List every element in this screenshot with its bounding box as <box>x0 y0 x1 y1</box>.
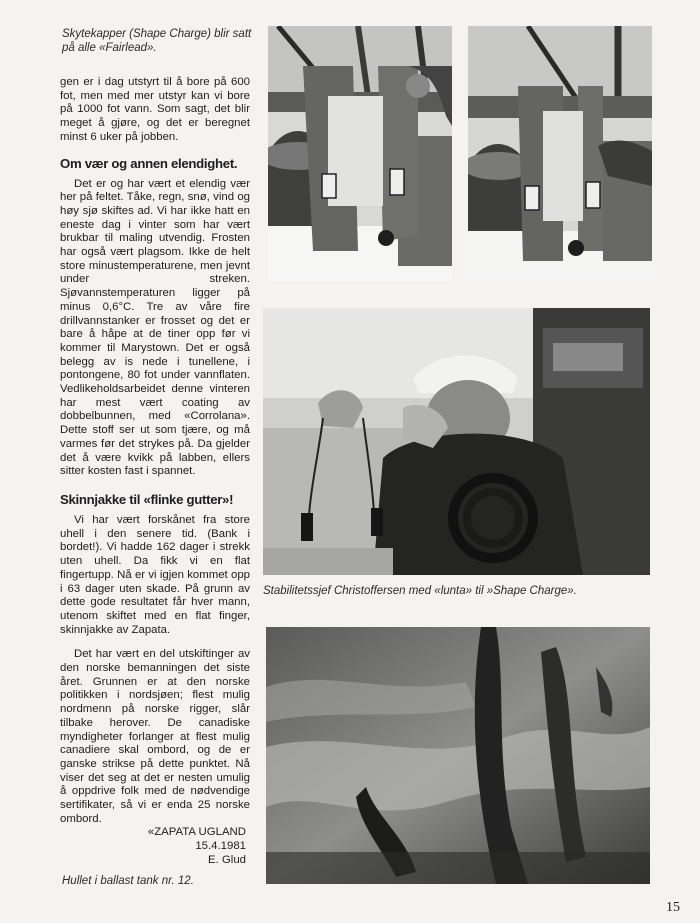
fairlead-photo-left <box>268 26 452 281</box>
photo-caption-bottom: Hullet i ballast tank nr. 12. <box>62 875 194 887</box>
page-number: 15 <box>666 900 680 915</box>
section-heading-weather: Om vær og annen elendighet. <box>60 155 238 171</box>
article-column <box>60 76 250 868</box>
article-paragraph-4: Det har vært en del utskiftinger av den norske bemanningen det siste året. Grunnen er at den norske politikken i nordsjøen; flest mulig nordmenn på norske rigger, slår tilbake herover. De canadiske myndigheter forlanger at flest mulig canadiere skal ombord, og de er ganske strikse på dette punktet. Nå viser det seg at det er nesten umulig å oppdrive folk med de nødvendige sertifikater, så vi er enda 25 norske ombord. <box>60 648 250 825</box>
article-paragraph-2: Det er og har vært et elendig vær her på feltet. Tåke, regn, snø, vind og høy sjø skiftes ad. Vi har ikke hatt en eneste dag i vinter som har vært brukbar til maling utvendig. Frosten har også vært plagsom. Ikke de helt store minustemperaturene, men jevnt under streken. Sjøvannstemperaturen ligger på minus 0,6°C. Tre av våre fire drillvannstanker er frosset og det er bare å håpe at de tiner opp før vi kommer til Marystown. Det er også belegg av is nede i tunellene, i pontongene, 80 fot under vannflaten. Vedlikeholdsarbeidet denne vinteren har mest vært coating av dobbelbunnen, med «Corrolana». Dette stoff ser ut som tjære, og må varmes før det strykes på. Da gjelder det å være kvikk på labben, ellers sitter kosten fast i spannet. <box>60 177 250 478</box>
signature-author: E. Glud <box>208 853 246 866</box>
photo-caption-middle: Stabilitetssjef Christoffersen med «lunta» til »Shape Charge». <box>263 585 577 597</box>
ballast-tank-photo <box>266 627 650 884</box>
section-heading-leather-jacket: Skinnjakke til «flinke gutter»! <box>60 491 234 507</box>
signature-company: «ZAPATA UGLAND <box>147 826 246 839</box>
signature-date: 15.4.1981 <box>195 840 246 853</box>
article-paragraph-1: gen er i dag utstyrt til å bore på 600 fot, men med mer utstyr kan vi bore på 1000 fot vann. Som sagt, det blir meget å gjøre, og det er beregnet minst 6 uker på jobben. <box>60 76 250 143</box>
article-paragraph-3: Vi har vært forskånet fra store uhell i den senere tid. (Bank i bordet!). Vi hadde 162 dager i strekk uten uhell. Da fikk vi en flat fingertupp. Nå er vi igjen kommet opp i 63 dager uten skade. På grunn av dette gode resultatet får hver mann, utenom skiftet med en flat finger, skinnjakke av Zapata. <box>60 513 250 636</box>
stability-manager-photo <box>263 308 650 575</box>
fairlead-photo-right <box>468 26 652 281</box>
photo-caption-top: Skytekapper (Shape Charge) blir satt på alle «Fairlead». <box>62 28 252 54</box>
